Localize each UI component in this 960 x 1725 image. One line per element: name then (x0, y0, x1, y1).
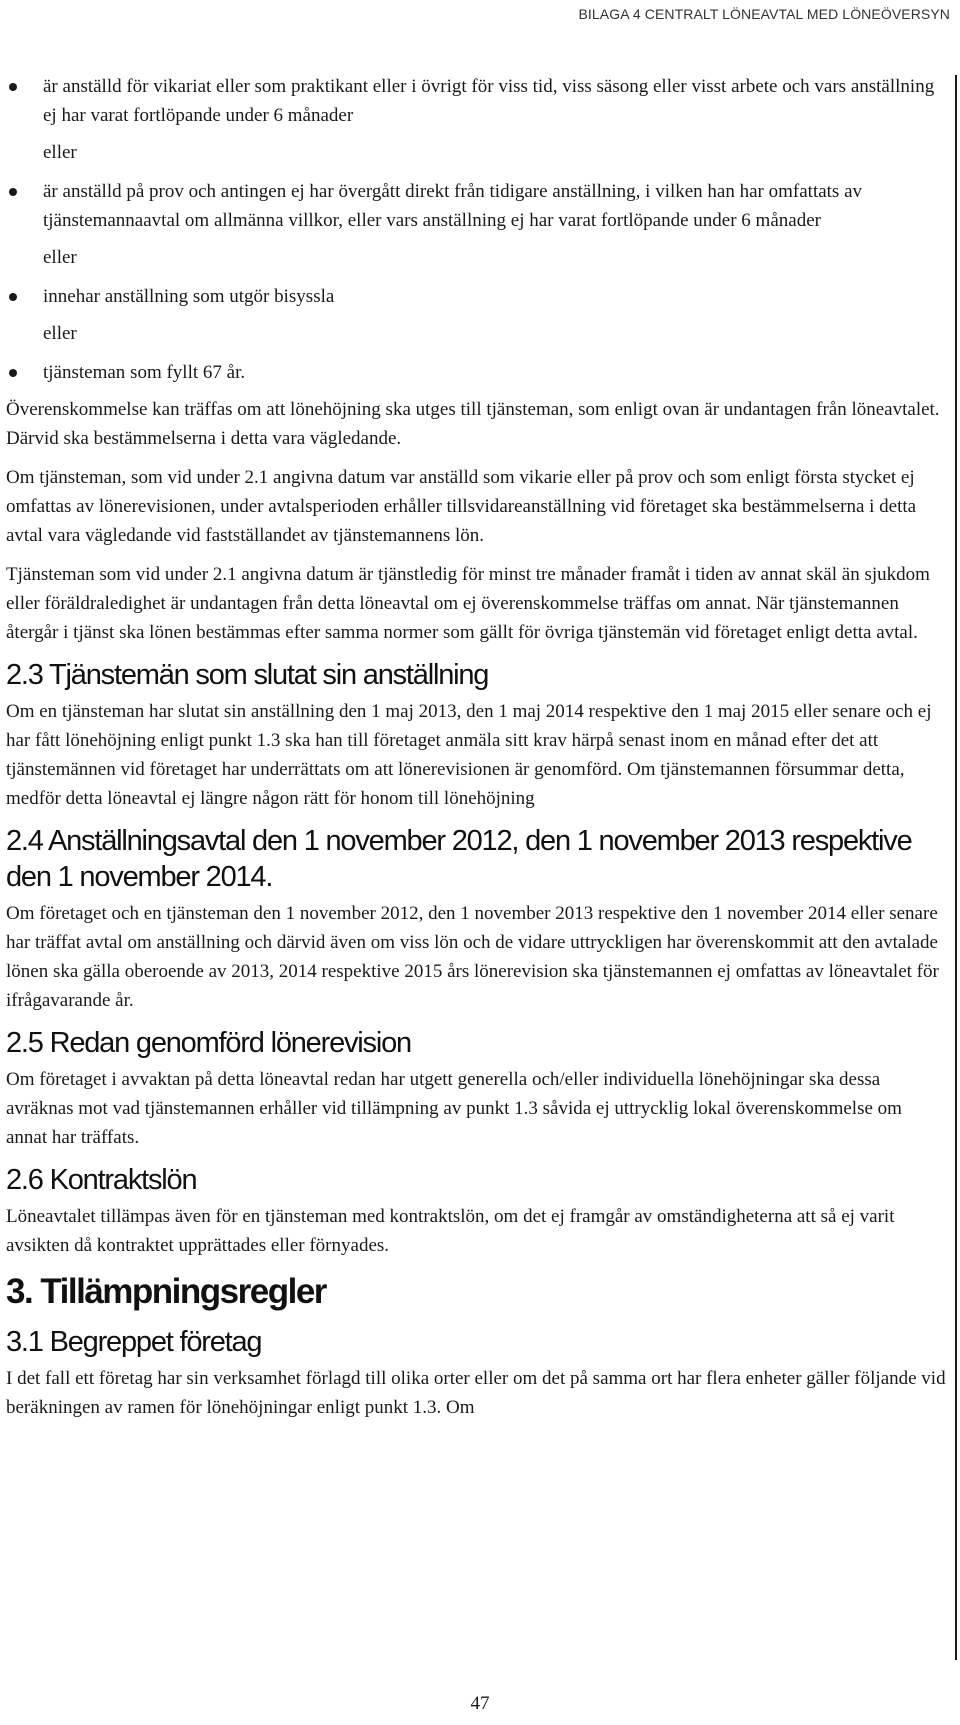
page-content (6, 72, 946, 1432)
connector-text: eller (43, 323, 77, 344)
chapter-heading-3: 3. Tillämpningsregler (6, 1272, 326, 1311)
paragraph-agreement: Överenskommelse kan träffas om att lönehöjning ska utges till tjänsteman, som enligt ovan är undantagen från löneavtalet. Därvid ska bestämmelserna i detta vara vägledande. (6, 399, 940, 449)
margin-rule (955, 75, 957, 1660)
list-item (6, 282, 946, 311)
paragraph-leave: Tjänsteman som vid under 2.1 angivna datum är tjänstledig för minst tre månader framåt i tiden av annat skäl än sjukdom eller föräldraledighet är undantagen från detta löneavtal om ej överenskommelse träffas om annat. När tjänstemannen återgår i tjänst ska lönen bestämmas efter samma normer som gällt för övriga tjänstemän vid företaget enligt detta avtal. (6, 564, 930, 643)
connector-text: eller (43, 247, 77, 268)
paragraph-probation: Om tjänsteman, som vid under 2.1 angivna datum var anställd som vikarie eller på prov och som enligt första stycket ej omfattas av lönerevisionen, under avtalsperioden erhåller tillsvidareanställning vid företaget ska bestämmelserna i detta avtal vara vägledande vid fastställandet av tjänstemannens lön. (6, 467, 917, 546)
connector-text: eller (43, 142, 77, 163)
list-item (6, 177, 946, 235)
bullet-icon (9, 369, 17, 377)
bullet-icon (9, 293, 17, 301)
exclusion-list (6, 72, 946, 387)
bullet-icon (9, 188, 17, 196)
list-item-text: är anställd för vikariat eller som praktikant eller i övrigt för viss tid, viss säsong eller visst arbete och vars anställning ej har varat fortlöpande under 6 månader (43, 76, 935, 126)
section-heading-3-1: 3.1 Begreppet företag (6, 1326, 262, 1358)
page-number: 47 (470, 1693, 490, 1714)
section-heading-2-5: 2.5 Redan genomförd lönerevision (6, 1027, 411, 1059)
list-item (6, 72, 946, 130)
section-heading-2-4: 2.4 Anställningsavtal den 1 november 2012, den 1 november 2013 respektive den 1 november 2014. (6, 825, 912, 893)
list-item-text: innehar anställning som utgör bisyssla (43, 286, 335, 307)
list-item-text: är anställd på prov och antingen ej har övergått direkt från tidigare anställning, i vilken han har omfattats av tjänstemannaavtal om allmänna villkor, eller vars anställning ej har varat fortlöpande under 6 månader (43, 181, 863, 231)
section-text-2-6: Löneavtalet tillämpas även för en tjänsteman med kontraktslön, om det ej framgår av omständigheterna att så ej varit avsikten då kontraktet upprättades eller förnyades. (6, 1206, 895, 1256)
section-text-2-5: Om företaget i avvaktan på detta löneavtal redan har utgett generella och/eller individuella lönehöjningar ska dessa avräknas mot vad tjänstemannen erhåller vid tillämpning av punkt 1.3 såvida ej uttrycklig lokal överenskommelse om annat har träffats. (6, 1069, 902, 1148)
section-text-2-3: Om en tjänsteman har slutat sin anställning den 1 maj 2013, den 1 maj 2014 respektive den 1 maj 2015 eller senare och ej har fått lönehöjning enligt punkt 1.3 ska han till företaget anmäla sitt krav härpå senast inom en månad efter det att tjänstemännen vid företaget har underrättats om att lönerevisionen är genomförd. Om tjänstemannen försummar detta, medför detta löneavtal ej längre någon rätt för honom till lönehöjning (6, 701, 932, 809)
section-heading-2-3: 2.3 Tjänstemän som slutat sin anställning (6, 659, 489, 691)
list-item (6, 358, 946, 387)
section-heading-2-6: 2.6 Kontraktslön (6, 1164, 197, 1196)
running-header: BILAGA 4 CENTRALT LÖNEAVTAL MED LÖNEÖVERSYN (578, 6, 950, 22)
bullet-icon (9, 83, 17, 91)
list-item-text: tjänsteman som fyllt 67 år. (43, 362, 246, 383)
section-text-2-4: Om företaget och en tjänsteman den 1 november 2012, den 1 november 2013 respektive den 1 november 2014 eller senare har träffat avtal om anställning och därvid även om viss lön och de vidare uttryckligen har överenskommit att den avtalade lönen ska gälla oberoende av 2013, 2014 respektive 2015 års lönerevision ska tjänstemannen ej omfattas av löneavtalet för ifrågavarande år. (6, 903, 939, 1011)
section-text-3-1: I det fall ett företag har sin verksamhet förlagd till olika orter eller om det på samma ort har flera enheter gäller följande vid beräkningen av ramen för lönehöjningar enligt punkt 1.3. Om (6, 1368, 946, 1418)
